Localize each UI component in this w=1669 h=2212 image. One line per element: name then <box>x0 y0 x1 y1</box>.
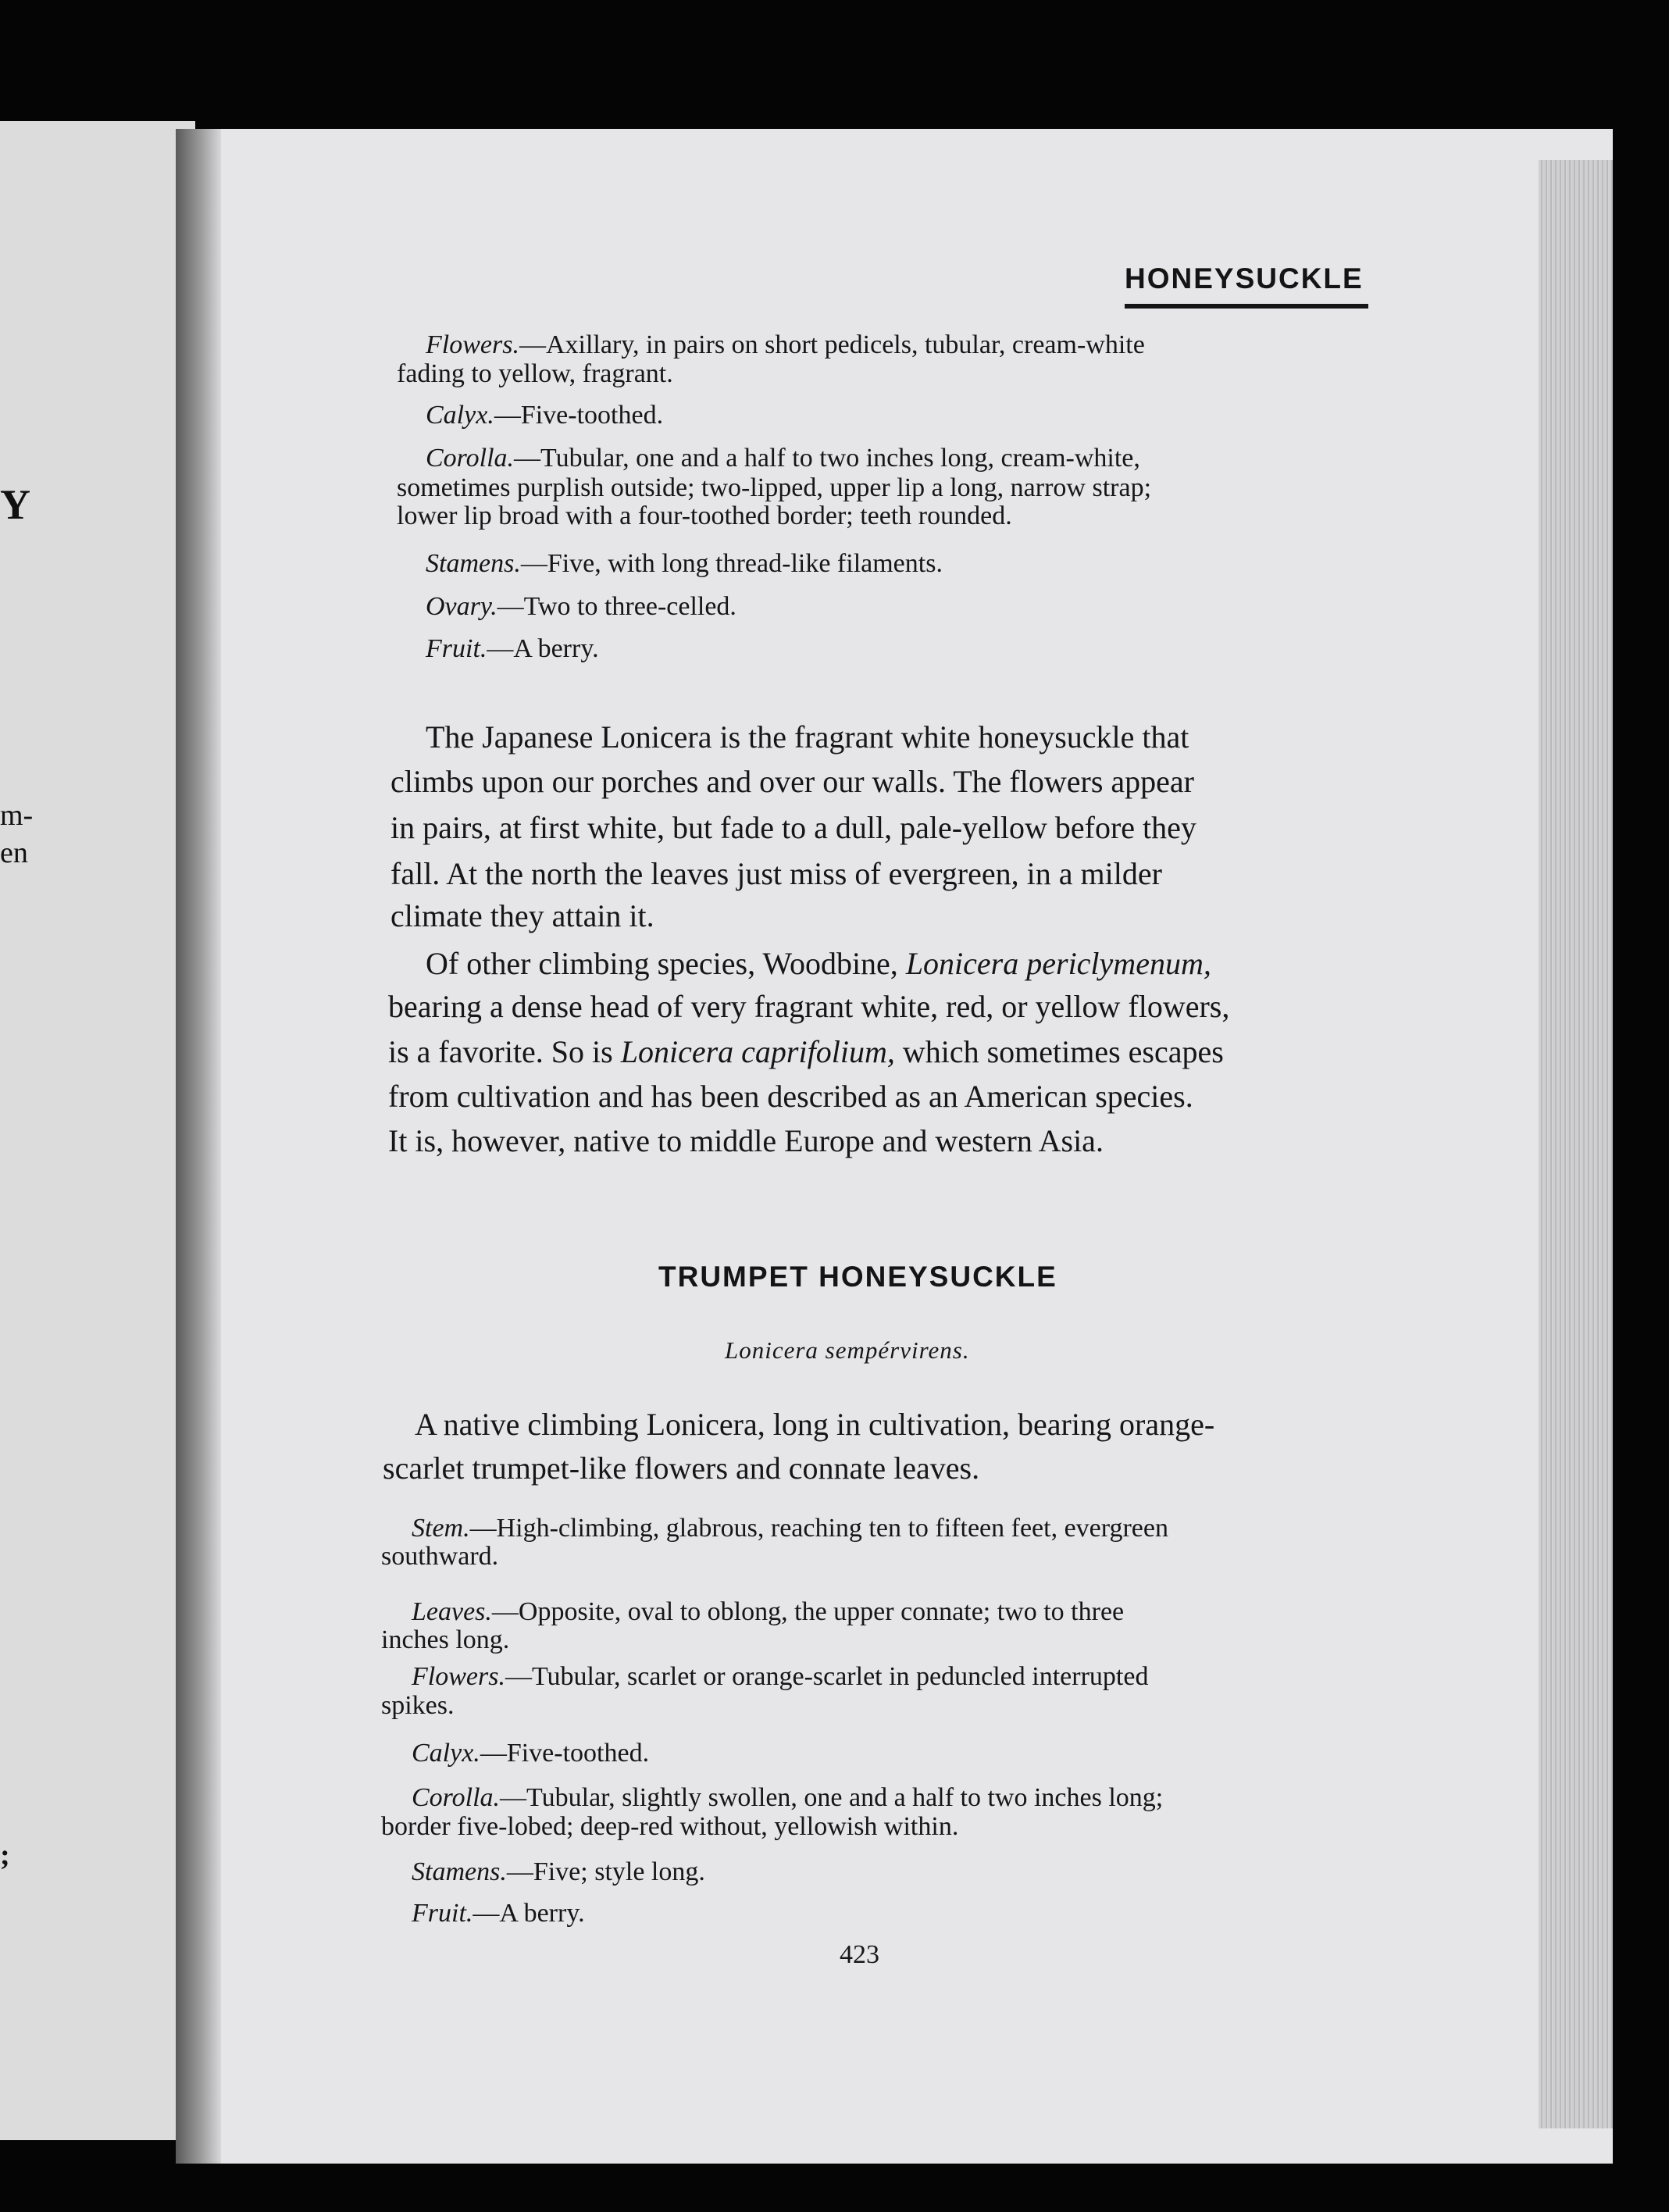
left-page-text-1: Y <box>0 481 30 528</box>
description-label: Calyx. <box>426 401 494 430</box>
description-label: Calyx. <box>412 1739 480 1768</box>
description-text: —Tubular, slightly swollen, one and a half to two inches long; <box>500 1783 1164 1812</box>
paragraph-line <box>426 945 1211 982</box>
description-text: —Five, with long thread-like filaments. <box>520 549 943 578</box>
section-title: TRUMPET HONEYSUCKLE <box>658 1261 1057 1293</box>
description-line <box>412 1785 1163 1811</box>
paragraph-line: The Japanese Lonicera is the fragrant white honeysuckle that <box>426 719 1189 755</box>
description-label: Flowers. <box>412 1662 505 1691</box>
description-line <box>426 636 599 662</box>
species-name: Lonicera periclymenum, <box>905 946 1211 981</box>
description-line <box>412 1900 585 1927</box>
description-text: —A berry. <box>473 1899 585 1928</box>
description-label: Fruit. <box>426 634 487 663</box>
paragraph-text: which sometimes escapes <box>894 1034 1224 1069</box>
description-line <box>412 1740 649 1767</box>
running-head-rule <box>1125 304 1368 309</box>
paragraph-line <box>388 988 1229 1025</box>
description-text: lower lip broad with a four-toothed border; teeth rounded. <box>397 501 1012 530</box>
description-line <box>426 551 943 577</box>
paragraph-line: climate they attain it. <box>391 898 654 933</box>
description-text: inches long. <box>381 1625 510 1654</box>
description-line <box>397 361 673 387</box>
description-label: Stamens. <box>426 549 521 578</box>
description-text: —A berry. <box>487 634 599 663</box>
description-label: Flowers. <box>426 330 519 359</box>
paragraph-line: A native climbing Lonicera, long in cultivation, bearing orange- <box>415 1407 1215 1442</box>
left-page-fragment <box>0 121 195 2140</box>
description-text: southward. <box>381 1542 499 1571</box>
paragraph-line <box>388 1033 1224 1070</box>
description-line <box>412 1664 1148 1690</box>
paragraph-text: is a favorite. So is <box>388 1034 621 1069</box>
description-text: —Opposite, oval to oblong, the upper connate; two to three <box>491 1597 1125 1626</box>
description-line <box>381 1693 455 1719</box>
running-head: HONEYSUCKLE <box>1125 262 1364 294</box>
description-line <box>412 1599 1124 1625</box>
left-page-text-3: en <box>0 837 28 869</box>
section-subtitle: Lonicera sempérvirens. <box>725 1336 970 1364</box>
paragraph-text: from cultivation and has been described as an American species. <box>388 1079 1193 1114</box>
paragraph-line: fall. At the north the leaves just miss of evergreen, in a milder <box>391 856 1162 891</box>
description-text: fading to yellow, fragrant. <box>397 359 673 388</box>
description-text: —Axillary, in pairs on short pedicels, tubular, cream-white <box>519 330 1145 359</box>
description-label: Corolla. <box>426 444 515 473</box>
description-label: Fruit. <box>412 1899 473 1928</box>
page-gutter-shadow <box>176 129 221 2164</box>
description-line <box>426 332 1145 359</box>
page-stack-edge <box>1539 160 1613 2128</box>
paragraph-line: in pairs, at first white, but fade to a dull, pale-yellow before they <box>391 810 1196 845</box>
description-text: —Two to three-celled. <box>497 592 736 621</box>
description-line <box>397 503 1012 530</box>
paragraph-line <box>388 1078 1193 1115</box>
description-text: —Five; style long. <box>506 1857 705 1886</box>
left-page-text-2: m- <box>0 799 34 832</box>
page-number: 423 <box>840 1940 879 1969</box>
paragraph-text: It is, however, native to middle Europe and western Asia. <box>388 1123 1104 1158</box>
description-line <box>426 402 663 429</box>
description-line <box>426 445 1140 472</box>
description-line <box>412 1515 1168 1542</box>
description-label: Corolla. <box>412 1783 501 1812</box>
paragraph-line: climbs upon our porches and over our walls. The flowers appear <box>391 764 1194 799</box>
description-line <box>426 594 736 620</box>
description-line <box>412 1859 705 1886</box>
description-line <box>381 1543 498 1570</box>
description-line <box>397 475 1151 501</box>
description-text: border five-lobed; deep-red without, yellowish within. <box>381 1812 959 1841</box>
description-text: spikes. <box>381 1691 455 1720</box>
description-label: Leaves. <box>412 1597 492 1626</box>
description-text: —Tubular, one and a half to two inches long, cream-white, <box>514 444 1140 473</box>
paragraph-text: bearing a dense head of very fragrant white, red, or yellow flowers, <box>388 989 1230 1024</box>
description-text: —Tubular, scarlet or orange-scarlet in peduncled interrupted <box>505 1662 1149 1691</box>
description-text: —Five-toothed. <box>494 401 664 430</box>
paragraph-text: Of other climbing species, Woodbine, <box>426 946 906 981</box>
left-page-text-4: ; <box>0 1839 10 1871</box>
description-label: Stem. <box>412 1514 470 1543</box>
description-line <box>381 1627 509 1654</box>
description-text: —Five-toothed. <box>480 1739 650 1768</box>
description-label: Stamens. <box>412 1857 507 1886</box>
paragraph-line <box>388 1122 1104 1159</box>
description-text: sometimes purplish outside; two-lipped, upper lip a long, narrow strap; <box>397 473 1152 502</box>
description-line <box>381 1814 958 1840</box>
description-label: Ovary. <box>426 592 497 621</box>
species-name: Lonicera caprifolium, <box>620 1034 895 1069</box>
description-text: —High-climbing, glabrous, reaching ten to fifteen feet, evergreen <box>469 1514 1168 1543</box>
paragraph-line: scarlet trumpet-like flowers and connate leaves. <box>383 1450 980 1486</box>
